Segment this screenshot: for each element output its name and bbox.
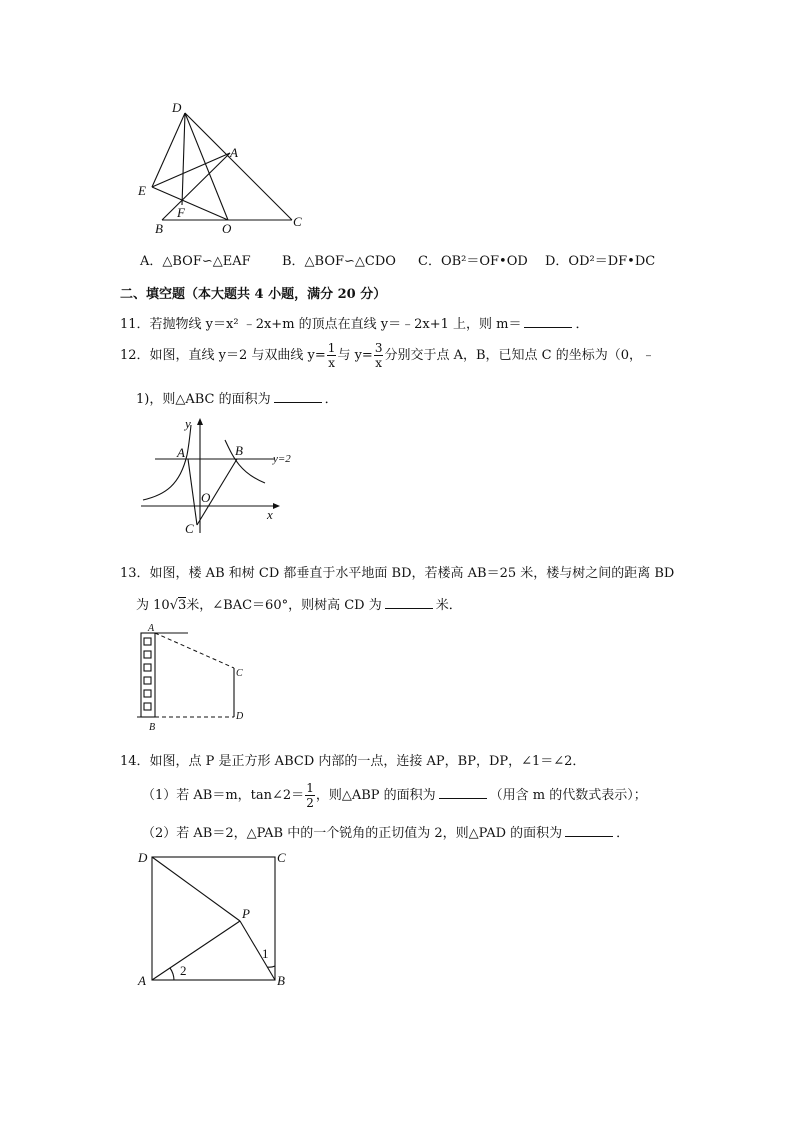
question-11 [120,313,589,332]
q14-p1-text-b: ，则△ABP 的面积为 [315,788,436,803]
question-13-line1: 13．如图，楼 AB 和树 CD 都垂直于水平地面 BD，若楼高 AB＝25 米，楼与树之间的距离 BD [120,566,675,581]
label-B: B [155,221,163,236]
section-title: 二、填空题（本大题共 4 小题，满分 20 分） [120,287,387,302]
q10-figure [130,95,320,240]
q10-option-a: A．△BOF∽△EAF [140,254,251,269]
label-C: C [293,214,302,229]
label-O: O [222,221,232,236]
q10-option-b: B．△BOF∽△CDO [282,254,396,269]
q14-p1-answer-blank[interactable] [439,786,487,799]
q14-p1-text-c: （用含 m 的代数式表示）； [489,788,647,803]
label-F: F [177,205,185,220]
question-14-part1 [142,781,647,810]
q12-label-C: C [185,521,194,536]
q14-label-D: D [138,850,148,865]
q13-sqrt: √3 [169,598,187,613]
q12-label-x: x [267,507,273,522]
q12-answer-blank[interactable] [274,390,322,403]
q12-label-O: O [201,490,211,505]
q12-text-b: 与 y= [337,348,373,363]
q12-label-line: y=2 [273,453,291,465]
q11-text: 11．若抛物线 y＝x² ﹣2x+m 的顶点在直线 y＝﹣2x+1 上，则 m＝ [120,317,522,332]
q14-fraction: $\frac{1}{2}$ [306,781,314,810]
question-12-line2 [136,388,338,407]
label-E: E [138,183,146,198]
q12-fraction-1: $\frac{1}{x}$ [327,341,336,370]
q14-figure [130,845,300,995]
q14-p2-end: ． [616,826,630,841]
q12-figure [135,415,305,540]
q13-label-A: A [148,623,155,634]
q10-option-d: D．OD²＝DF•DC [545,254,656,269]
q12-label-B: B [235,443,243,458]
q14-p1-text-a: （1）若 AB＝m，tan∠2＝ [142,788,305,803]
question-14-line1: 14．如图，点 P 是正方形 ABCD 内部的一点，连接 AP，BP，DP，∠1＝∠2． [120,754,586,769]
q13-text-a: 为 10 [136,598,170,613]
q11-end: ． [575,317,589,332]
q12-label-A: A [177,445,185,460]
q12-text-a: 12．如图，直线 y＝2 与双曲线 y= [120,348,326,363]
q14-label-A: A [138,973,146,988]
label-D: D [172,100,182,115]
q12-text-d: 1)，则△ABC 的面积为 [136,392,271,407]
q14-label-C: C [277,850,286,865]
q13-answer-blank[interactable] [385,596,433,609]
q13-label-B: B [149,722,156,733]
q13-label-C: C [236,668,243,679]
q14-label-B: B [277,973,285,988]
q12-fraction-2: $\frac{3}{x}$ [374,341,383,370]
q12-label-y: y [185,416,191,431]
q14-p2-answer-blank[interactable] [565,824,613,837]
q12-end: ． [324,392,338,407]
question-13-line2 [136,594,462,613]
q14-label-angle2: 2 [180,963,187,978]
question-12-line1 [120,341,655,370]
q10-option-c: C．OB²＝OF•OD [418,254,528,269]
q14-label-P: P [242,906,250,921]
q14-p2-text: （2）若 AB＝2，△PAB 中的一个锐角的正切值为 2，则△PAD 的面积为 [142,826,563,841]
label-A: A [230,145,238,160]
q14-label-angle1: 1 [262,946,269,961]
q13-text-b: 米，∠BAC＝60°，则树高 CD 为 [186,598,382,613]
question-14-part2 [142,822,629,841]
q13-figure [135,620,255,732]
q12-text-c: 分别交于点 A，B，已知点 C 的坐标为（0，﹣ [384,348,656,363]
q13-end: 米． [435,598,462,613]
q13-label-D: D [236,711,244,722]
q11-answer-blank[interactable] [524,315,572,328]
